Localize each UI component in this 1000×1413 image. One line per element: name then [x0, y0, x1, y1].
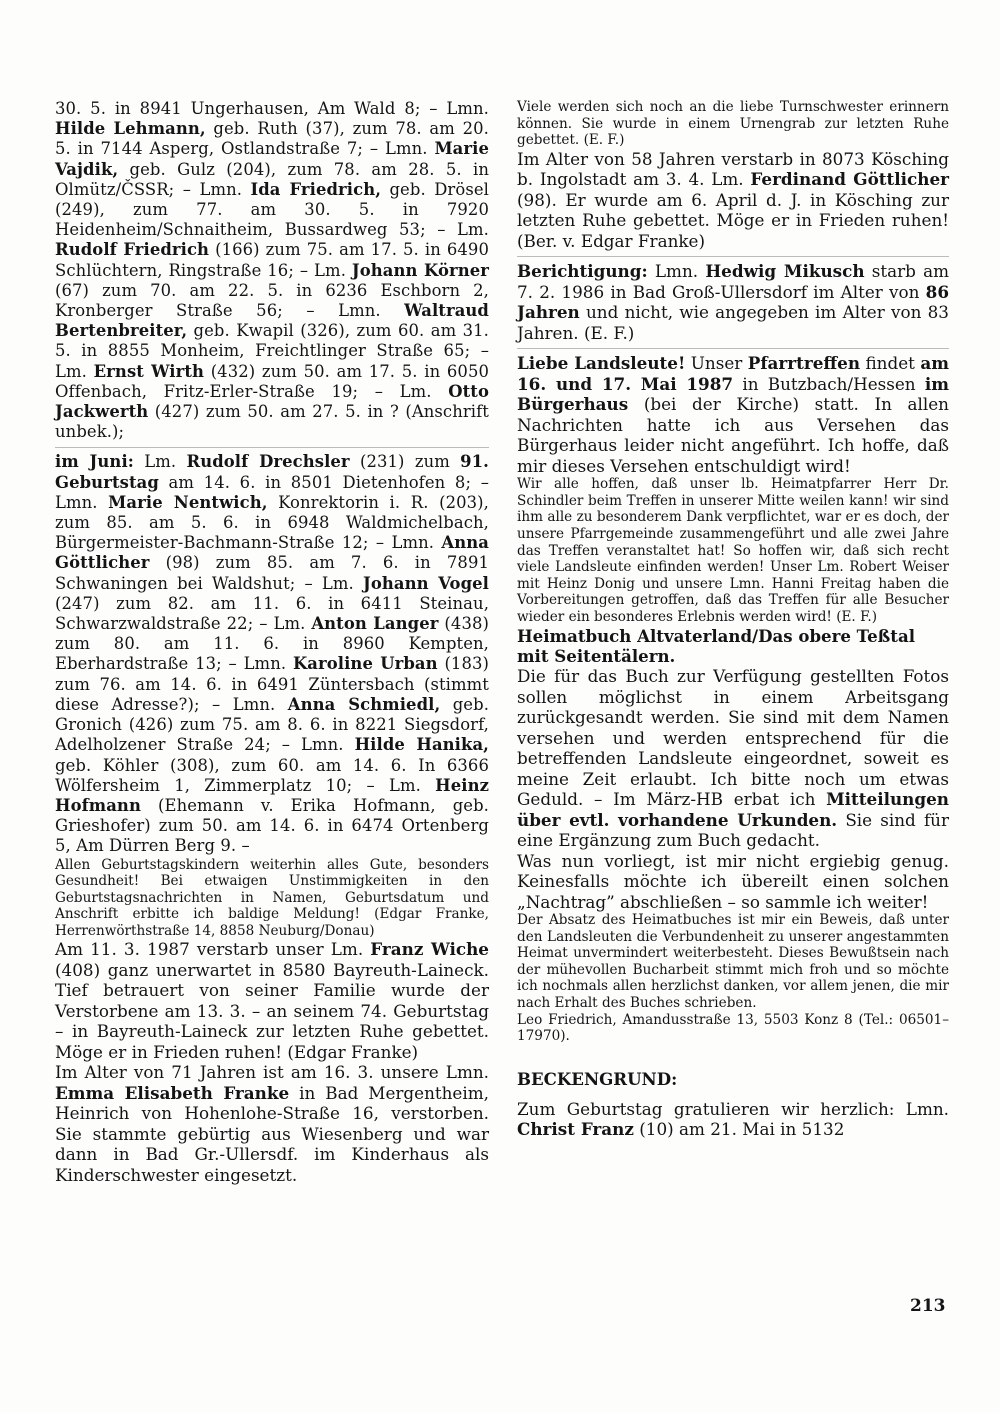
- bold-name: Anna Schmiedl,: [287, 694, 441, 714]
- bold-name: 91. Geburtstag: [55, 452, 489, 492]
- bold-name: Anton Langer: [311, 614, 439, 634]
- bold-name: Liebe Landsleute!: [517, 353, 686, 374]
- bold-name: Rudolf Drechsler: [186, 452, 350, 472]
- bold-name: im Bürgerhaus: [517, 373, 949, 415]
- birthday-closing-note: Allen Geburtstagskindern weiterhin alles Gute, besonders Gesundheit! Bei etwaigen Unstimmigkeiten in den Geburtstagsnachrichten in Namen, Geburtsdatum und Anschrift erbitte ich baldige Meldung! (Edgar Franke, Herrenwörthstraße 14, 8858 Neuburg/Donau): [55, 856, 489, 939]
- bold-name: Karoline Urban: [292, 654, 438, 674]
- bold-name: Hilde Lehmann,: [55, 119, 206, 139]
- bold-name: Marie Vajdik,: [55, 139, 489, 179]
- obituary-note-turnschwester: Viele werden sich noch an die liebe Turnschwester erinnern können. Sie wurde in einem Urnengrab zur letzten Ruhe gebettet. (E. F.): [517, 99, 949, 149]
- bold-name: am 16. und 17. Mai 1987: [517, 353, 949, 394]
- bold-name: Otto Jackwerth: [55, 381, 489, 422]
- correction-notice: Berichtigung: Lmn. Hedwig Mikusch starb am 7. 2. 1986 in Bad Groß-Ullersdorf im Alter von 86 Jahren und nicht, wie angegeben im Alter von 83 Jahren. (E. F.): [517, 261, 950, 343]
- divider: [55, 447, 489, 448]
- heimatbuch-heading: Heimatbuch Altvaterland/Das obere Teßtal mit Seitentälern.: [517, 625, 916, 666]
- bold-name: Ferdinand Göttlicher: [750, 169, 949, 190]
- bold-name: Johann Körner: [351, 260, 489, 280]
- bold-name: Anna Göttlicher: [55, 533, 489, 573]
- bold-name: 86 Jahren: [517, 281, 949, 323]
- author-address: Leo Friedrich, Amandusstraße 13, 5503 Konz 8 (Tel.: 06501–17970).: [517, 1011, 949, 1045]
- pfarrtreffen-note: Wir alle hoffen, daß unser lb. Heimatpfarrer Herr Dr. Schindler beim Treffen in unserer Mitte weilen kann! wir sind ihm alle zu besonderem Dank verpflichtet, war er es doch, der unsere Pfarrgemeinde zusammengeführt und alle zwei Jahre das Treffen veranstaltet hat! So hoffen wir, daß sich recht viele Landsleute einfinden werden! Unser Lm. Robert Weiser mit Heinz Donig und unsere Lmn. Hanni Freitag haben die Vorbereitungen getroffen, daß das Treffen für alle Besucher wieder ein besonderes Erlebnis werden wird! (E. F.): [517, 476, 949, 626]
- right-column: [517, 99, 949, 1140]
- bold-name: Emma Elisabeth Franke: [55, 1082, 290, 1103]
- obituary-ferdinand-goettlicher: Im Alter von 58 Jahren verstarb in 8073 Kösching b. Ingolstadt am 3. 4. Lm. Ferdinand Göttlicher (98). Er wurde am 6. April d. J. in Kösching zur letzten Ruhe gebettet. Möge er in Frieden ruhen! (Ber. v. Edgar Franke): [517, 148, 949, 251]
- heimatbuch-nachtrag: Was nun vorliegt, ist mir nicht ergiebig genug. Keinesfalls möchte ich übereilt einen solchen „Nachtrag” abschließen – so sammle ich weiter!: [517, 850, 949, 912]
- bold-name: Heinz Hofmann: [55, 775, 489, 815]
- bold-name: Ida Friedrich,: [250, 179, 382, 199]
- left-column: [55, 99, 489, 1185]
- heimatbuch-thanks: Der Absatz des Heimatbuches ist mir ein Beweis, daß unter den Landsleuten die Verbundenheit zu unserer angestammten Heimat unvermindert weiterbesteht. Dieses Bewußtsein nach der mühevollen Bucharbeit stimmt mich froh und so möchte ich nochmals allen herzlichst danken, vor allem jenen, die mir nach Erhalt des Buches schrieben.: [517, 912, 949, 1011]
- bold-name: Pfarrtreffen: [747, 353, 861, 374]
- bold-name: Ernst Wirth: [93, 361, 205, 381]
- bold-name: Franz Wiche: [370, 939, 489, 960]
- obituary-franz-wiche: Am 11. 3. 1987 verstarb unser Lm. Franz Wiche (408) ganz unerwartet in 8580 Bayreuth-Laineck. Tief betrauert von seiner Familie wurde der Verstorbene am 13. 3. – an seinem 74. Geburtstag – in Bayreuth-Laineck zur letzten Ruhe gebettet. Möge er in Frieden ruhen! (Edgar Franke): [55, 939, 489, 1062]
- divider: [517, 348, 949, 349]
- bold-name: Hilde Hanika,: [354, 735, 489, 755]
- bold-name: Marie Nentwich,: [108, 492, 268, 512]
- page-number: 213: [910, 1296, 946, 1316]
- pfarrtreffen-announcement: Liebe Landsleute! Unser Pfarrtreffen findet am 16. und 17. Mai 1987 in Butzbach/Hessen im Bürgerhaus (bei der Kirche) statt. In allen Nachrichten hatte ich aus Versehen das Bürgerhaus leider nicht angeführt. Ich hoffe, daß mir dieses Versehen entschuldigt wird!: [517, 353, 949, 476]
- bold-name: Mitteilungen über evtl. vorhandene Urkunden.: [517, 789, 949, 830]
- bold-name: Berichtigung:: [517, 261, 648, 282]
- birthday-list-may: 30. 5. in 8941 Ungerhausen, Am Wald 8; – Lmn. Hilde Lehmann, geb. Ruth (37), zum 78. am 20. 5. in 7144 Asperg, Ostlandstraße 7; – Lmn. Marie Vajdik, geb. Gulz (204), zum 78. am 28. 5. in Olmütz/ČSSR; – Lmn. Ida Friedrich, geb. Drösel (249), zum 77. am 30. 5. in 7920 Heidenheim/Schnaitheim, Bussardweg 53; – Lm. Rudolf Friedrich (166) zum 75. am 17. 5. in 6490 Schlüchtern, Ringstraße 16; – Lm. Johann Körner (67) zum 70. am 22. 5. in 6236 Eschborn 2, Kronberger Straße 56; – Lmn. Waltraud Bertenbreiter, geb. Kwapil (326), zum 60. am 31. 5. in 8855 Monheim, Freichtlinger Straße 65; – Lm. Ernst Wirth (432) zum 50. am 17. 5. in 6050 Offenbach, Fritz-Erler-Straße 19; – Lm. Otto Jackwerth (427) zum 50. am 27. 5. in ? (Anschrift unbek.);: [55, 99, 489, 442]
- bold-name: Rudolf Friedrich: [55, 240, 210, 260]
- bold-name: Waltraud Bertenbreiter,: [55, 301, 489, 341]
- beckengrund-heading: BECKENGRUND:: [517, 1068, 678, 1089]
- beckengrund-text: Zum Geburtstag gratulieren wir herzlich: Lmn. Christ Franz (10) am 21. Mai in 5132: [517, 1098, 949, 1140]
- bold-name: im Juni:: [55, 452, 134, 472]
- birthday-list-june: im Juni: Lm. Rudolf Drechsler (231) zum 91. Geburtstag am 14. 6. in 8501 Dietenhofen 8; – Lmn. Marie Nentwich, Konrektorin i. R. (203), zum 85. am 5. 6. in 6948 Waldmichelbach, Bürgermeister-Bachmann-Straße 12; – Lmn. Anna Göttlicher (98) zum 85. am 7. 6. in 7891 Schwaningen bei Waldshut; – Lm. Johann Vogel (247) zum 82. am 11. 6. in 6411 Steinau, Schwarzwaldstraße 22; – Lm. Anton Langer (438) zum 80. am 11. 6. in 8960 Kempten, Eberhardstraße 13; – Lmn. Karoline Urban (183) zum 76. am 14. 6. in 6491 Züntersbach (stimmt diese Adresse?); – Lmn. Anna Schmiedl, geb. Gronich (426) zum 75. am 8. 6. in 8221 Siegsdorf, Adelholzener Straße 24; – Lmn. Hilde Hanika, geb. Köhler (308), zum 60. am 14. 6. In 6366 Wölfersheim 1, Zimmerplatz 10; – Lm. Heinz Hofmann (Ehemann v. Erika Hofmann, geb. Grieshofer) zum 50. am 14. 6. in 6474 Ortenberg 5, Am Dürren Berg 9. –: [55, 452, 490, 856]
- bold-name: Johann Vogel: [362, 573, 489, 593]
- bold-name: Christ Franz: [517, 1119, 634, 1140]
- obituary-emma-franke: Im Alter von 71 Jahren ist am 16. 3. unsere Lmn. Emma Elisabeth Franke in Bad Mergentheim, Heinrich von Hohenlohe-Straße 16, verstorben. Sie stammte gebürtig aus Wiesenberg und war dann in Bad Gr.-Ullersdf. im Kinderhaus als Kinderschwester eingesetzt.: [55, 1062, 489, 1185]
- bold-name: Hedwig Mikusch: [705, 261, 865, 282]
- heimatbuch-text: Die für das Buch zur Verfügung gestellten Fotos sollen möglichst in einem Arbeitsgang zurückgesandt werden. Sie sind mit dem Namen versehen und werden entsprechend für die betreffenden Landsleute eingeordnet, soweit es meine Zeit erlaubt. Ich bitte noch um etwas Geduld. – Im März-HB erbat ich Mitteilungen über evtl. vorhandene Urkunden. Sie sind für eine Ergänzung zum Buch gedacht.: [517, 666, 949, 851]
- divider: [517, 256, 949, 257]
